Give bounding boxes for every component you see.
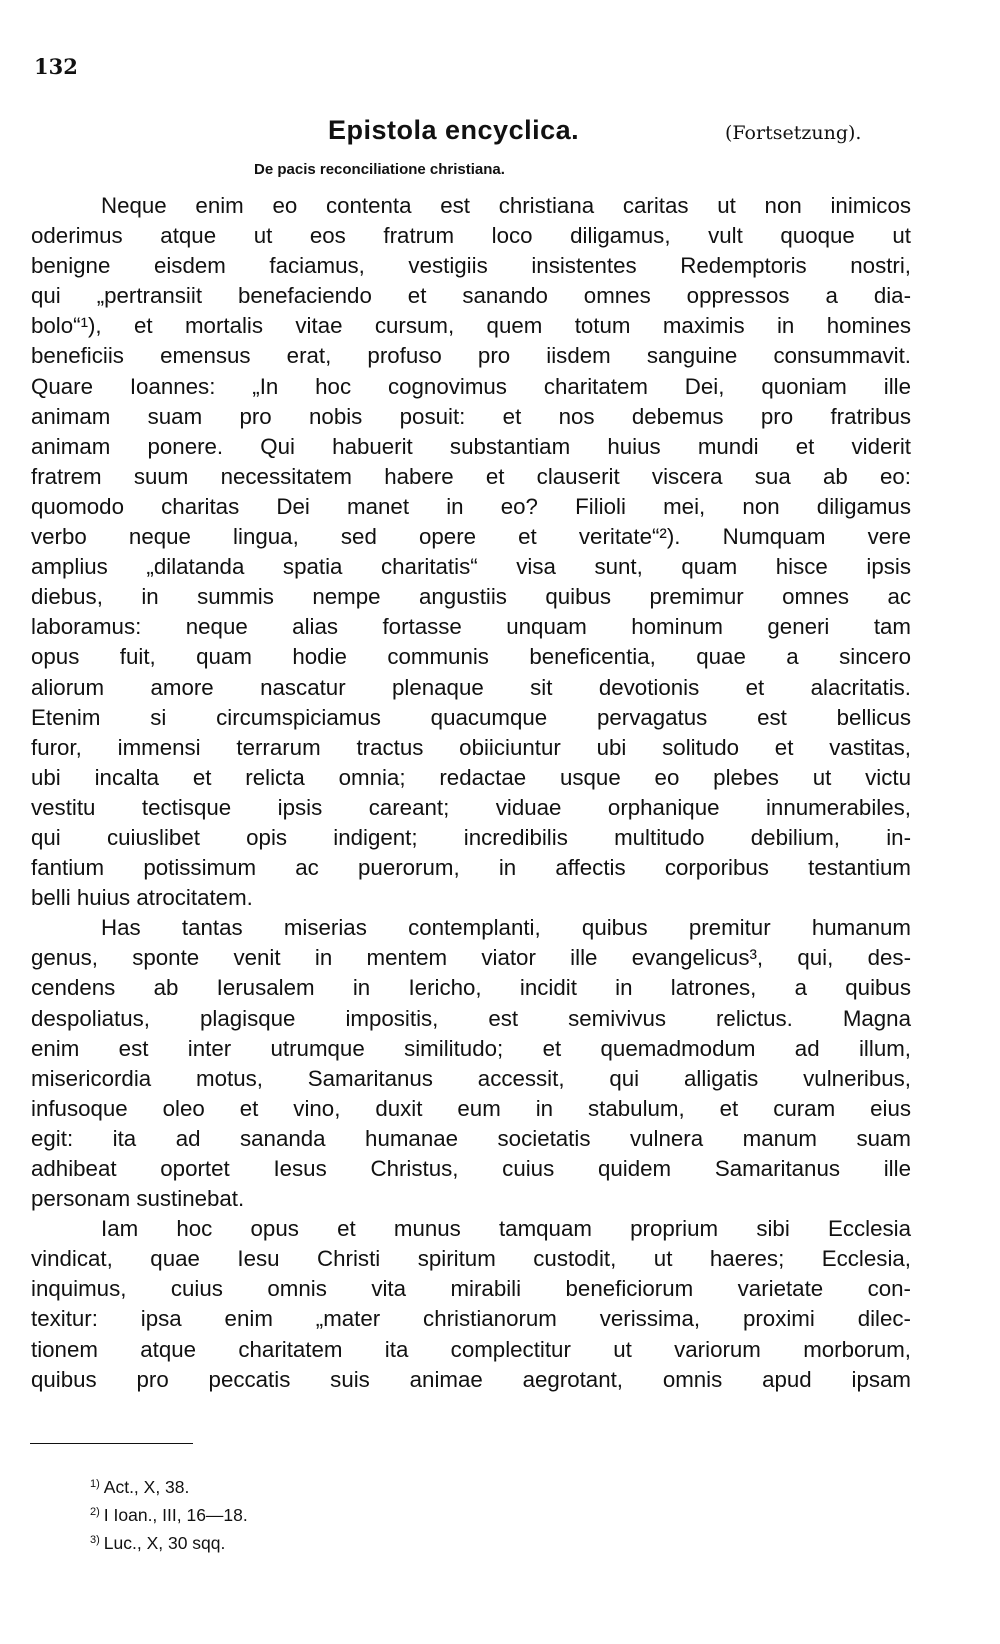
footnote [90, 1498, 248, 1526]
text-line: benigne eisdem faciamus, vestigiis insistentes Redemptoris nostri, [31, 253, 911, 279]
text-line: infusoque oleo et vino, duxit eum in stabulum, et curam eius [31, 1095, 911, 1121]
continuation-note: (Fortsetzung). [725, 122, 862, 144]
text-line: inquimus, cuius omnis vita mirabili beneficiorum varietate con- [31, 1276, 911, 1302]
footnote-text: I Ioan., III, 16—18. [103, 1505, 248, 1525]
section-subtitle: De pacis reconciliatione christiana. [254, 161, 505, 178]
text-line: fantium potissimum ac puerorum, in affectis corporibus testantium [31, 855, 911, 881]
page-number: 132 [34, 54, 78, 79]
text-line: ubi incalta et relicta omnia; redactae usque eo plebes ut victu [31, 764, 911, 790]
text-line: opus fuit, quam hodie communis beneficentia, quae a sincero [31, 644, 911, 670]
body-text [31, 191, 911, 1395]
text-line: quibus pro peccatis suis animae aegrotant, omnis apud ipsam [31, 1366, 911, 1392]
text-line: belli huius atrocitatem. [31, 885, 253, 911]
footnote-text: Luc., X, 30 sqq. [103, 1533, 226, 1553]
text-line: beneficiis emensus erat, profuso pro iisdem sanguine consummavit. [31, 343, 911, 369]
text-line: laboramus: neque alias fortasse unquam hominum generi tam [31, 614, 911, 640]
text-line: Has tantas miserias contemplanti, quibus premitur humanum [101, 915, 911, 941]
text-line: furor, immensi terrarum tractus obiiciuntur ubi solitudo et vastitas, [31, 734, 911, 760]
text-line: animam suam pro nobis posuit: et nos debemus pro fratribus [31, 403, 911, 429]
footnote-mark: 1) [90, 1478, 100, 1490]
text-line: despoliatus, plagisque impositis, est semivivus relictus. Magna [31, 1005, 911, 1031]
text-line: animam ponere. Qui habuerit substantiam huius mundi et viderit [31, 433, 911, 459]
page-title: Epistola encyclica. [328, 115, 580, 145]
text-line: genus, sponte venit in mentem viator ille evangelicus³, qui, des- [31, 945, 911, 971]
text-line: misericordia motus, Samaritanus accessit, qui alligatis vulneribus, [31, 1065, 911, 1091]
text-line: verbo neque lingua, sed opere et veritate“²). Numquam vere [31, 524, 911, 550]
text-line: qui „pertransiit benefaciendo et sanando omnes oppressos a dia- [31, 283, 911, 309]
text-line: cendens ab Ierusalem in Iericho, incidit in latrones, a quibus [31, 975, 911, 1001]
footnote-mark: 2) [90, 1506, 100, 1518]
text-line: diebus, in summis nempe angustiis quibus premimur omnes ac [31, 584, 911, 610]
text-line: vindicat, quae Iesu Christi spiritum custodit, ut haeres; Ecclesia, [31, 1246, 911, 1272]
text-line: tionem atque charitatem ita complectitur ut variorum morborum, [31, 1336, 911, 1362]
text-line: vestitu tectisque ipsis careant; viduae orphanique innumerabiles, [31, 794, 911, 820]
footnote-text: Act., X, 38. [103, 1477, 190, 1497]
text-line: Neque enim eo contenta est christiana caritas ut non inimicos [101, 193, 911, 218]
footnote-divider [30, 1443, 193, 1444]
text-line: personam sustinebat. [31, 1186, 245, 1212]
footnote [90, 1526, 248, 1554]
text-line: fratrem suum necessitatem habere et clauserit viscera sua ab eo: [31, 463, 911, 489]
footnotes [90, 1470, 248, 1554]
footnote [90, 1470, 248, 1498]
text-line: amplius „dilatanda spatia charitatis“ visa sunt, quam hisce ipsis [31, 554, 911, 580]
text-line: oderimus atque ut eos fratrum loco diligamus, vult quoque ut [31, 223, 911, 249]
text-line: Quare Ioannes: „In hoc cognovimus charitatem Dei, quoniam ille [31, 373, 911, 399]
text-line: Etenim si circumspiciamus quacumque pervagatus est bellicus [31, 704, 911, 730]
text-line: Iam hoc opus et munus tamquam proprium sibi Ecclesia [101, 1216, 911, 1242]
footnote-mark: 3) [90, 1534, 100, 1546]
text-line: qui cuiuslibet opis indigent; incredibilis multitudo debilium, in- [31, 824, 911, 850]
text-line: egit: ita ad sananda humanae societatis vulnera manum suam [31, 1125, 911, 1151]
text-line: quomodo charitas Dei manet in eo? Filioli mei, non diligamus [31, 493, 911, 519]
text-line: adhibeat oportet Iesus Christus, cuius quidem Samaritanus ille [31, 1156, 911, 1181]
text-line: bolo“¹), et mortalis vitae cursum, quem totum maximis in homines [31, 313, 911, 339]
text-line: enim est inter utrumque similitudo; et quemadmodum ad illum, [31, 1035, 911, 1061]
text-line: texitur: ipsa enim „mater christianorum verissima, proximi dilec- [31, 1306, 911, 1332]
text-line: aliorum amore nascatur plenaque sit devotionis et alacritatis. [31, 674, 911, 700]
